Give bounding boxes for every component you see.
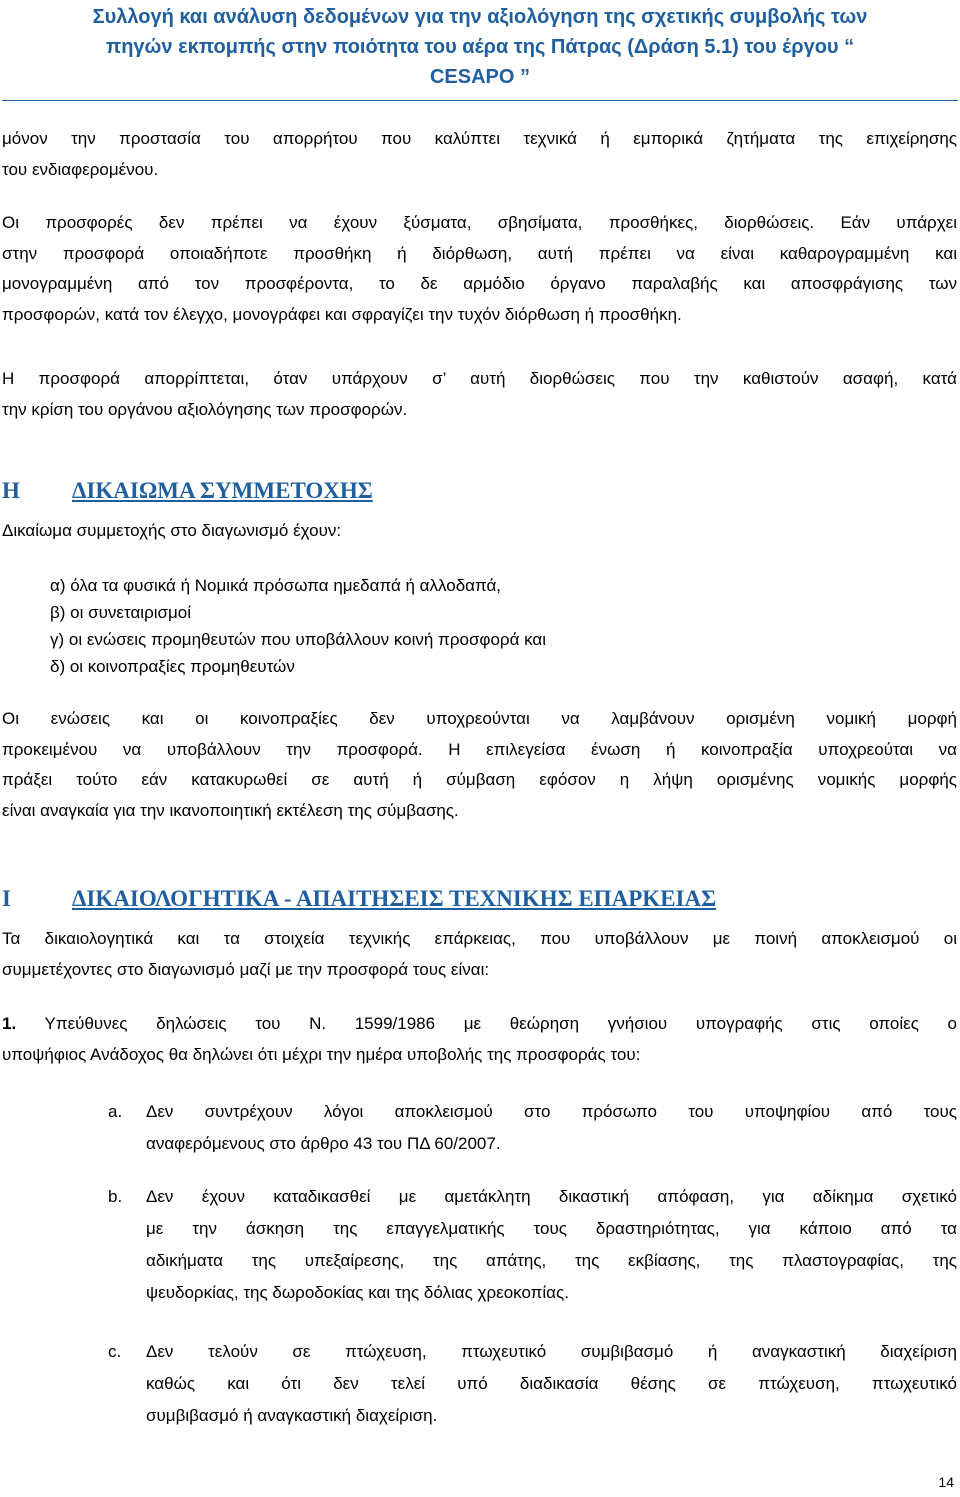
paragraph-confidentiality bbox=[2, 124, 957, 185]
text-line: συμβιβασμό ή αναγκαστική διαχείριση. bbox=[146, 1406, 438, 1425]
page-header bbox=[0, 2, 960, 92]
section-title: ΔΙΚΑΙΩΜΑ ΣΥΜΜΕΤΟΧΗΣ bbox=[72, 478, 373, 503]
text-line: Οι ενώσεις και οι κοινοπραξίες δεν υποχρεούνται να λαμβάνουν ορισμένη νομική μορφή bbox=[2, 709, 957, 728]
paragraph-unions bbox=[2, 704, 957, 826]
text-line: υποψήφιος Ανάδοχος θα δηλώνει ότι μέχρι την ημέρα υποβολής της προσφοράς του: bbox=[2, 1044, 641, 1064]
header-divider bbox=[2, 100, 958, 101]
header-line-2: πηγών εκπομπής στην ποιότητα του αέρα της Πάτρας (Δράση 5.1) του έργου “ bbox=[105, 36, 855, 58]
text-line: Δικαίωμα συμμετοχής στο διαγωνισμό έχουν: bbox=[2, 521, 342, 540]
text-line: με την άσκηση της επαγγελματικής τους δραστηριότητας, για κάποιο από τα bbox=[146, 1219, 957, 1238]
text-line: του ενδιαφερομένου. bbox=[2, 159, 159, 179]
text-line: μονογραμμένη από τον προσφέροντα, το δε αρμόδιο όργανο παραλαβής και αποσφράγισης των bbox=[2, 274, 957, 293]
text-line: αναφερόμενους στο άρθρο 43 του ΠΔ 60/2007. bbox=[146, 1134, 501, 1153]
text-line: καθώς και ότι δεν τελεί υπό διαδικασία θέσης σε πτώχευση, πτωχευτικό bbox=[146, 1374, 957, 1393]
sub-item-label: a. bbox=[108, 1102, 123, 1121]
section-title: ΔΙΚΑΙΟΛΟΓΗΤΙΚΑ - ΑΠΑΙΤΗΣΕΙΣ ΤΕΧΝΙΚΗΣ ΕΠΑΡΚΕΙΑΣ bbox=[72, 886, 717, 911]
text-line: προσφορών, κατά τον έλεγχο, μονογράφει και σφραγίζει την τυχόν διόρθωση ή προσθήκη. bbox=[2, 304, 682, 324]
section-h-intro bbox=[2, 516, 957, 547]
text-line: Δεν τελούν σε πτώχευση, πτωχευτικό συμβιβασμό ή αναγκαστική διαχείριση bbox=[146, 1342, 957, 1361]
paragraph-rejection bbox=[2, 364, 957, 425]
sub-item-label: c. bbox=[108, 1342, 122, 1361]
text-line: την κρίση του οργάνου αξιολόγησης των προσφορών. bbox=[2, 399, 408, 419]
sub-item-b bbox=[108, 1181, 957, 1309]
text-line: είναι αναγκαία για την ικανοποιητική εκτέλεση της σύμβασης. bbox=[2, 800, 459, 820]
text-line: πράξει τούτο εάν κατακυρωθεί σε αυτή ή σύμβαση εφόσον η λήψη ορισμένης νομικής μορφής bbox=[2, 770, 957, 789]
item-text: Υπεύθυνες δηλώσεις του Ν. 1599/1986 με θεώρηση γνήσιου υπογραφής στις οποίες ο bbox=[16, 1014, 957, 1033]
paragraph-corrections bbox=[2, 208, 957, 330]
text-line bbox=[2, 1009, 957, 1040]
text-line: Δεν έχουν καταδικασθεί με αμετάκλητη δικαστική απόφαση, για αδίκημα σχετικό bbox=[146, 1187, 957, 1206]
sub-item-a bbox=[108, 1096, 957, 1160]
section-i-intro bbox=[2, 924, 957, 985]
item-number: 1. bbox=[2, 1014, 17, 1033]
list-item: β) οι συνεταιρισμοί bbox=[50, 603, 192, 622]
header-line-3: CESAPO ” bbox=[429, 66, 531, 88]
requirement-item-1 bbox=[2, 1009, 957, 1070]
text-line: Οι προσφορές δεν πρέπει να έχουν ξύσματα, σβησίματα, προσθήκες, διορθώσεις. Εάν υπάρχει bbox=[2, 213, 957, 232]
list-item: δ) οι κοινοπραξίες προμηθευτών bbox=[50, 657, 295, 676]
section-heading-h bbox=[2, 478, 373, 504]
header-line-1: Συλλογή και ανάλυση δεδομένων για την αξιολόγηση της σχετικής συμβολής των bbox=[92, 6, 868, 28]
text-line: Τα δικαιολογητικά και τα στοιχεία τεχνικής επάρκειας, που υποβάλλουν με ποινή αποκλεισμού οι bbox=[2, 929, 957, 948]
sub-item-label: b. bbox=[108, 1187, 123, 1206]
text-line: προκειμένου να υποβάλλουν την προσφορά. Η επιλεγείσα ένωση ή κοινοπραξία υποχρεούται να bbox=[2, 739, 957, 759]
list-item: α) όλα τα φυσικά ή Νομικά πρόσωπα ημεδαπά ή αλλοδαπά, bbox=[50, 576, 502, 595]
text-line: μόνον την προστασία του απορρήτου που καλύπτει τεχνικά ή εμπορικά ζητήματα της επιχείρησης bbox=[2, 129, 957, 148]
list-item: γ) οι ενώσεις προμηθευτών που υποβάλλουν κοινή προσφορά και bbox=[50, 630, 547, 649]
text-line: Δεν συντρέχουν λόγοι αποκλεισμού στο πρόσωπο του υποψηφίου από τους bbox=[146, 1102, 957, 1121]
section-letter: Ι bbox=[2, 886, 11, 911]
text-line: συμμετέχοντες στο διαγωνισμό μαζί με την προσφορά τους είναι: bbox=[2, 959, 490, 979]
text-line: ψευδορκίας, της δωροδοκίας και της δόλιας χρεοκοπίας. bbox=[146, 1283, 569, 1302]
page-number: 14 bbox=[938, 1474, 954, 1490]
sub-item-c bbox=[108, 1336, 957, 1432]
eligibility-list bbox=[50, 572, 546, 680]
text-line: αδικήματα της υπεξαίρεσης, της απάτης, της εκβίασης, της πλαστογραφίας, της bbox=[146, 1251, 957, 1270]
text-line: στην προσφορά οποιαδήποτε προσθήκη ή διόρθωση, αυτή πρέπει να είναι καθαρογραμμένη και bbox=[2, 243, 957, 263]
section-heading-i bbox=[2, 886, 716, 912]
text-line: Η προσφορά απορρίπτεται, όταν υπάρχουν σ’ αυτή διορθώσεις που την καθιστούν ασαφή, κατά bbox=[2, 369, 957, 388]
section-letter: Η bbox=[2, 478, 20, 503]
